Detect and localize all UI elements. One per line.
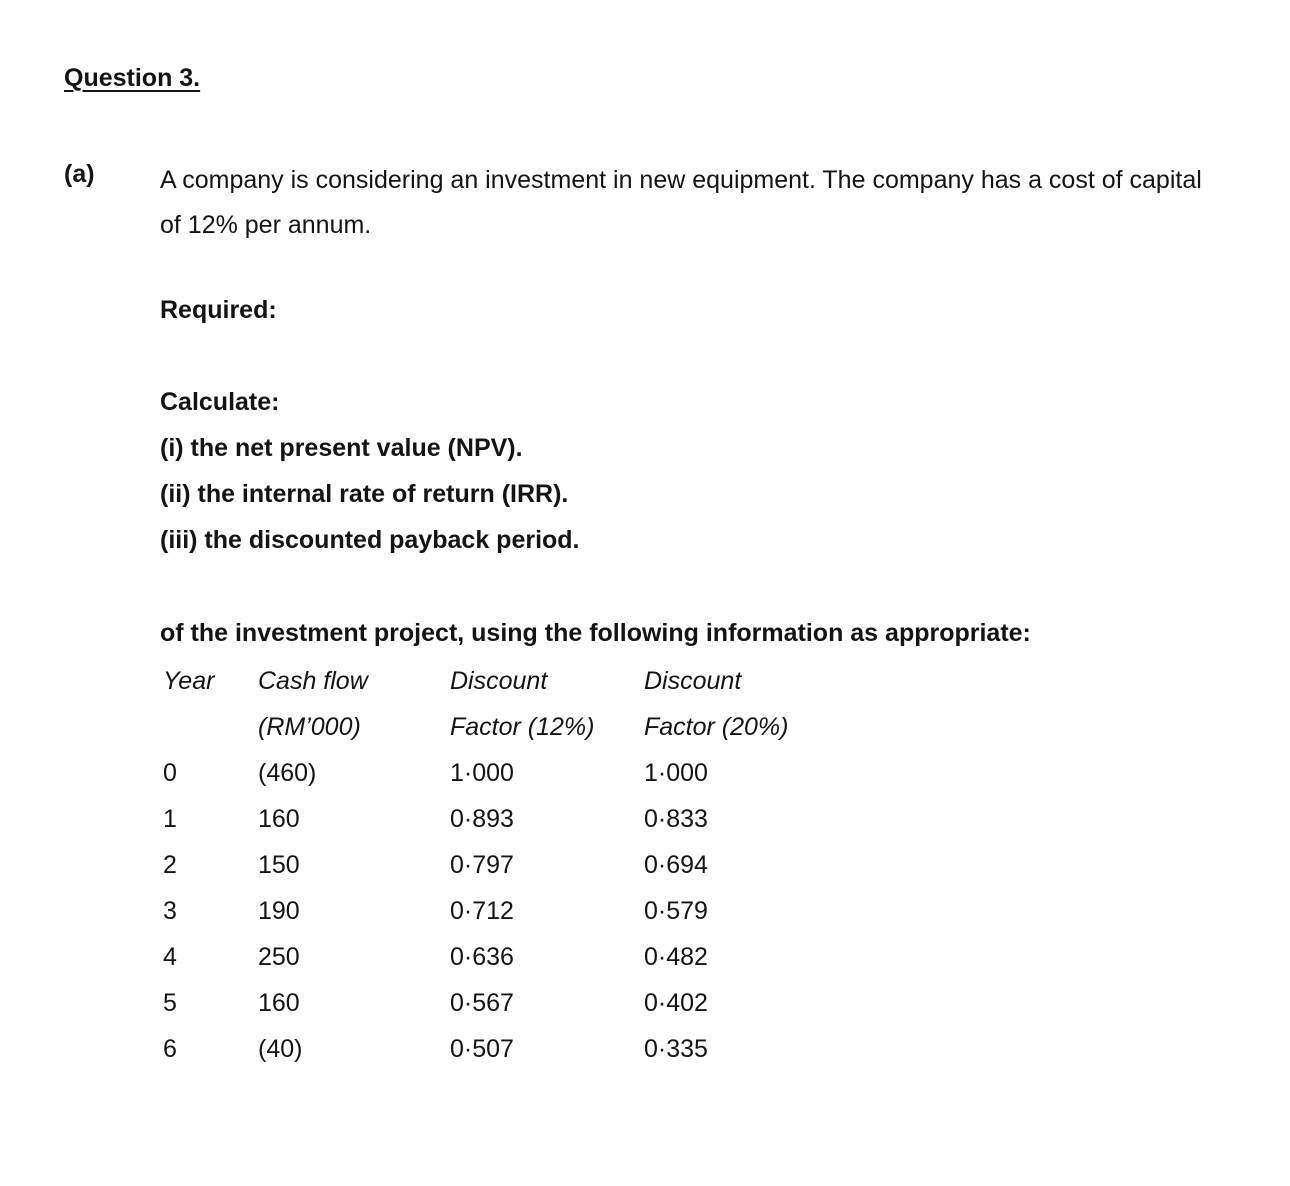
task-item-payback: (iii) the discounted payback period.: [160, 526, 580, 554]
year-cell: 3: [163, 897, 177, 925]
year-cell: 0: [163, 759, 177, 787]
factor-20-cell: 0·833: [644, 805, 708, 833]
factor-12-cell: 1·000: [450, 759, 514, 787]
header-year: Year: [163, 667, 215, 695]
header-discount-20: Discount: [644, 667, 742, 695]
task-item-irr: (ii) the internal rate of return (IRR).: [160, 480, 569, 508]
cash-flow-cell: 150: [258, 851, 300, 879]
question-intro: A company is considering an investment in new equipment. The company has a cost of capital of 12% per annum.: [160, 166, 1202, 239]
header-cash-flow: Cash flow: [258, 667, 368, 695]
cash-flow-cell: (40): [258, 1035, 303, 1063]
factor-12-cell: 0·797: [450, 851, 514, 879]
year-cell: 1: [163, 805, 177, 833]
cash-flow-cell: 190: [258, 897, 300, 925]
required-heading: Required:: [160, 296, 277, 324]
factor-20-cell: 1·000: [644, 759, 708, 787]
calculate-heading: Calculate:: [160, 388, 280, 416]
factor-20-cell: 0·402: [644, 989, 708, 1017]
factor-12-cell: 0·712: [450, 897, 514, 925]
factor-12-cell: 0·636: [450, 943, 514, 971]
factor-12-cell: 0·893: [450, 805, 514, 833]
task-item-npv: (i) the net present value (NPV).: [160, 434, 523, 462]
year-cell: 4: [163, 943, 177, 971]
cash-flow-cell: 160: [258, 989, 300, 1017]
factor-20-cell: 0·694: [644, 851, 708, 879]
header-factor-12: Factor (12%): [450, 713, 595, 741]
header-discount-12: Discount: [450, 667, 548, 695]
header-units: (RM’000): [258, 713, 361, 741]
part-label: (a): [64, 160, 95, 188]
factor-20-cell: 0·579: [644, 897, 708, 925]
year-cell: 2: [163, 851, 177, 879]
question-title: Question 3.: [64, 64, 201, 92]
factor-20-cell: 0·482: [644, 943, 708, 971]
year-cell: 5: [163, 989, 177, 1017]
cash-flow-cell: 250: [258, 943, 300, 971]
factor-20-cell: 0·335: [644, 1035, 708, 1063]
cash-flow-cell: 160: [258, 805, 300, 833]
year-cell: 6: [163, 1035, 177, 1063]
header-factor-20: Factor (20%): [644, 713, 789, 741]
table-lead-in: of the investment project, using the following information as appropriate:: [160, 619, 1031, 647]
factor-12-cell: 0·507: [450, 1035, 514, 1063]
cash-flow-cell: (460): [258, 759, 317, 787]
factor-12-cell: 0·567: [450, 989, 514, 1017]
